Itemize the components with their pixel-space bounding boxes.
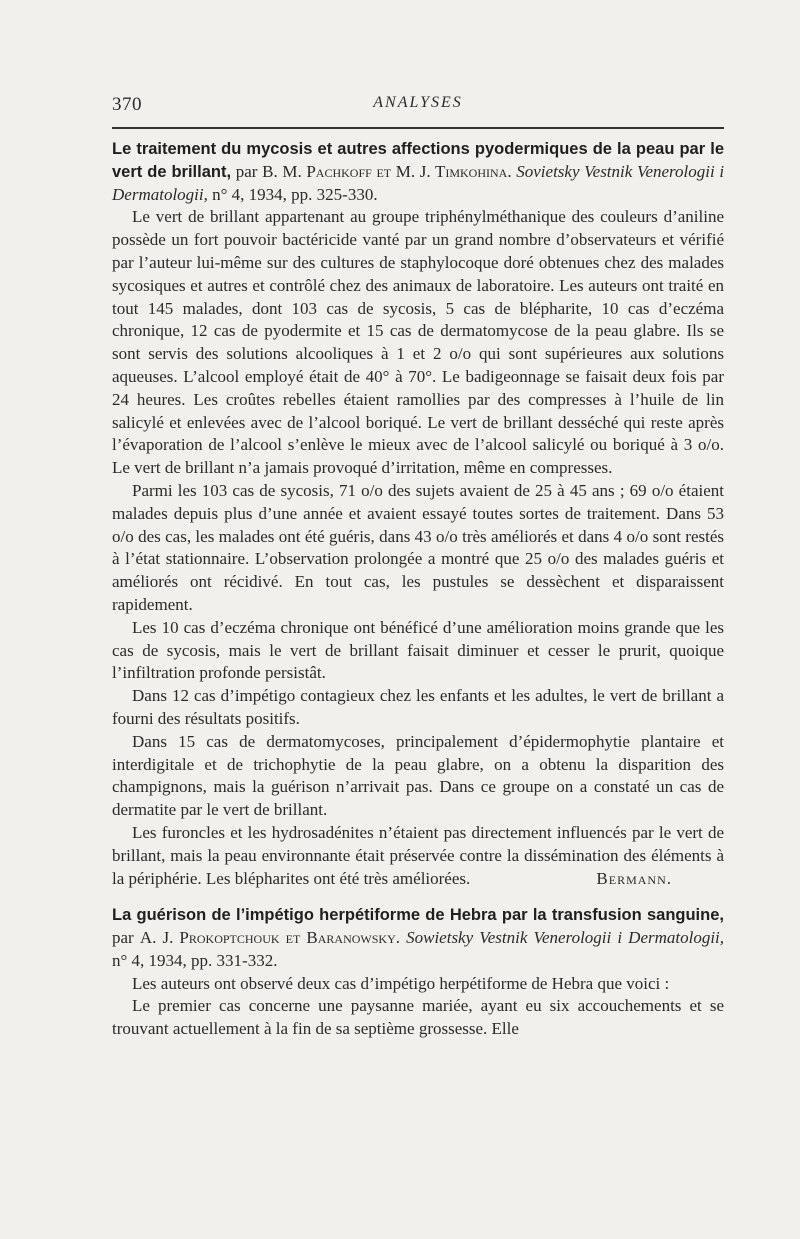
article-1-paragraph: Parmi les 103 cas de sycosis, 71 o/o des sujets avaient de 25 à 45 ans ; 69 o/o étaient malades depuis plus d’une année et avaient essayé toutes sortes de traitement. Dans 53 o/o des cas, les malades ont été guéris, dans 43 o/o très améliorés et dans 4 o/o sont restés à l’état stationnaire. L’observation prolongée a montré que 25 o/o des malades guéris et améliorés ont récidivé. En tout cas, les pustules se dessèchent et disparaissent rapidement. <box>112 480 724 614</box>
running-title: ANALYSES <box>373 94 463 111</box>
page-number: 370 <box>112 94 142 115</box>
article-1-journal: Sovietsky Vestnik Venerologii i Dermatologii, <box>112 161 725 204</box>
article-2-authors-prefix: par <box>112 928 134 948</box>
page-content <box>112 138 724 1041</box>
article-1-signature: Bermann. <box>596 868 672 888</box>
article-2 <box>112 904 724 1041</box>
article-1-title: Le traitement du mycosis et autres affections pyodermiques de la peau par le vert de brillant, <box>112 140 724 181</box>
article-1-citation: n° 4, 1934, pp. 325-330. <box>212 184 378 204</box>
article-1-paragraph: Dans 12 cas d’impétigo contagieux chez les enfants et les adultes, le vert de brillant a fourni des résultats positifs. <box>112 686 724 728</box>
article-2-paragraph: Les auteurs ont observé deux cas d’impétigo herpétiforme de Hebra que voici : <box>132 973 670 993</box>
article-1-paragraph: Le vert de brillant appartenant au groupe triphénylméthanique des couleurs d’aniline possède un fort pouvoir bactéricide vanté par un grand nombre d’observateurs et vérifié par l’auteur lui-même sur des cultures de staphylocoque doré obtenues chez des malades sycosiques et autres et contrôlé chez des animaux de laboratoire. Les auteurs ont traité en tout 145 malades, dont 103 cas de sycosis, 5 cas de blépharite, 10 cas d’eczéma chronique, 12 cas de pyodermite et 15 cas de dermatomycose de la peau glabre. Ils se sont servis des solutions alcooliques à 1 et 2 o/o qui sont supérieures aux solutions aqueuses. L’alcool employé était de 40° à 70°. Le badigeonnage se faisait deux fois par 24 heures. Les croûtes rebelles étaient ramollies par des compresses à l’huile de lin salicylé et enlevées avec de l’alcool boriqué. Le vert de brillant desséché qui reste après l’évaporation de l’alcool s’enlève le mieux avec de l’alcool salicylé ou boriqué à 3 o/o. Le vert de brillant n’a jamais provoqué d’irritation, même en compresses. <box>112 207 724 478</box>
section-gap <box>112 890 724 904</box>
article-2-paragraph: Le premier cas concerne une paysanne mariée, ayant eu six accouchements et se trouvant actuellement à la fin de sa septième grossesse. Elle <box>112 996 724 1039</box>
article-1 <box>112 138 724 890</box>
article-1-paragraph: Dans 15 cas de dermatomycoses, principalement d’épidermophytie plantaire et interdigitale et de trichophytie de la peau glabre, on a obtenu la disparition des champignons, mais la guérison n’arrivait pas. Dans ce groupe on a constaté un cas de dermatite par le vert de brillant. <box>112 731 724 820</box>
article-1-reference <box>112 138 724 206</box>
article-1-authors: B. M. Pachkoff et M. J. Timkohina. <box>262 161 512 181</box>
article-2-reference <box>112 904 724 972</box>
article-2-title: La guérison de l’impétigo herpétiforme de Hebra par la transfusion sanguine, <box>112 906 724 925</box>
article-2-journal: Sowietsky Vestnik Venerologii i Dermatologii, <box>406 928 725 948</box>
article-2-authors: A. J. Prokoptchouk et Baranowsky. <box>139 928 400 948</box>
article-1-authors-prefix: par <box>235 161 258 181</box>
running-head <box>112 90 724 120</box>
header-rule <box>112 127 724 129</box>
article-1-paragraph: Les furoncles et les hydrosadénites n’étaient pas directement influencés par le vert de brillant, mais la peau environnante était préservée contre la dissémination des éléments à la périphérie. Les blépharites ont été très améliorées. <box>112 822 724 888</box>
article-1-paragraph: Les 10 cas d’eczéma chronique ont bénéficé d’une amélioration moins grande que les cas de sycosis, mais le vert de brillant faisait diminuer et cesser le prurit, quoique l’infiltration profonde persistât. <box>112 617 724 683</box>
article-2-citation: n° 4, 1934, pp. 331-332. <box>112 950 278 970</box>
